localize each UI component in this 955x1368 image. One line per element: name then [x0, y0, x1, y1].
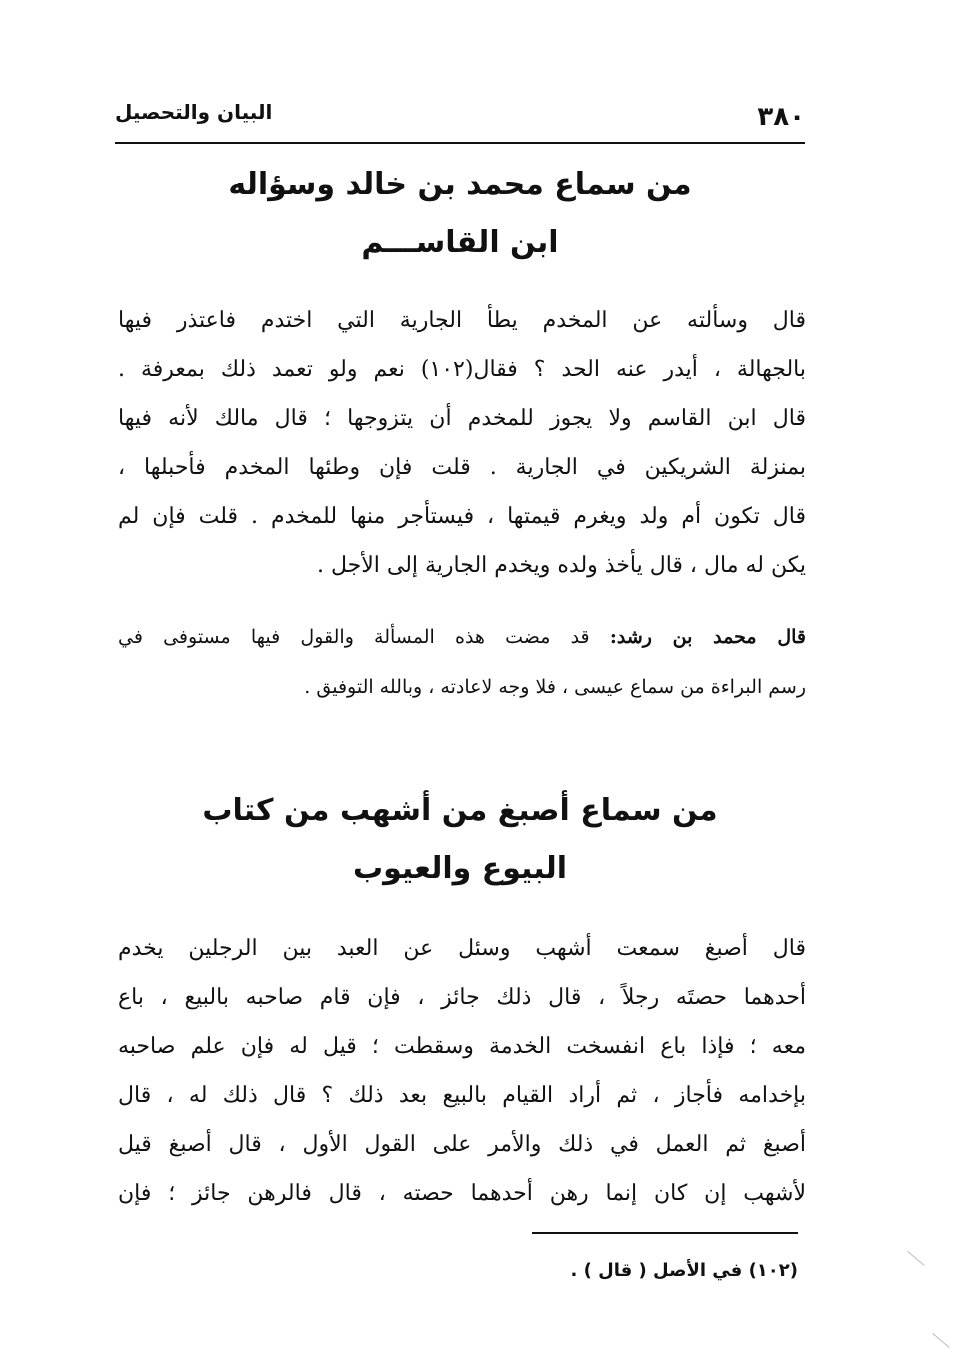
text-line — [118, 612, 806, 662]
text-line: أصبغ ثم العمل في ذلك والأمر على القول الأول ، قال أصبغ قيل — [118, 1132, 806, 1157]
text-line: بمنزلة الشريكين في الجارية . قلت فإن وطئها المخدم فأحبلها ، — [118, 455, 806, 480]
text-line: بالجهالة ، أيدر عنه الحد ؟ فقال(١٠٢) نعم ولو تعمد ذلك بمعرفة . — [118, 357, 806, 382]
footnote-divider — [532, 1232, 798, 1234]
section-heading-line: ابن القاســـم — [361, 225, 559, 260]
section-heading-line: من سماع أصبغ من أشهب من كتاب — [202, 793, 718, 828]
text-line: أحدهما حصتَه رجلاً ، قال ذلك جائز ، فإن قام صاحبه بالبيع ، باع — [118, 985, 806, 1010]
text-line: لأشهب إن كان إنما رهن أحدهما حصته ، قال فالرهن جائز ؛ فإن — [118, 1181, 806, 1206]
commentary-speaker: قال محمد بن رشد: — [609, 626, 806, 648]
scan-mark — [907, 1251, 924, 1266]
body-paragraph — [118, 296, 806, 590]
section-heading-line: من سماع محمد بن خالد وسؤاله — [228, 167, 692, 202]
text-line: قال تكون أم ولد ويغرم قيمتها ، فيستأجر منها للمخدم . قلت فإن لم — [118, 504, 806, 529]
book-title: البيان والتحصيل — [115, 100, 273, 124]
text-line: يكن له مال ، قال يأخذ ولده ويخدم الجارية إلى الأجل . — [316, 553, 806, 578]
section-heading-line: البيوع والعيوب — [352, 851, 568, 886]
text-line: معه ؛ فإذا باع انفسخت الخدمة وسقطت ؛ قيل له فإن علم صاحبه — [118, 1034, 806, 1059]
scan-mark — [932, 1333, 949, 1348]
page-number: ٣٨٠ — [757, 102, 805, 132]
running-head — [115, 92, 805, 144]
commentary-paragraph — [118, 612, 806, 712]
commentary-text: قد مضت هذه المسألة والقول فيها مستوفى في — [118, 626, 590, 648]
text-line: قال أصبغ سمعت أشهب وسئل عن العبد بين الرجلين يخدم — [118, 936, 806, 961]
text-line: بإخدامه فأجاز ، ثم أراد القيام بالبيع بعد ذلك ؟ قال ذلك له ، قال — [118, 1083, 806, 1108]
section-heading — [115, 782, 805, 898]
section-heading — [115, 156, 805, 272]
text-line: رسم البراءة من سماع عيسى ، فلا وجه لاعادته ، وبالله التوفيق . — [304, 676, 806, 698]
footnote: (١٠٢) في الأصل ( قال ) . — [570, 1260, 798, 1281]
body-paragraph — [118, 924, 806, 1218]
text-line: قال ابن القاسم ولا يجوز للمخدم أن يتزوجها ؛ قال مالك لأنه فيها — [118, 406, 806, 431]
text-line: قال وسألته عن المخدم يطأ الجارية التي اختدم فاعتذر فيها — [118, 308, 806, 333]
